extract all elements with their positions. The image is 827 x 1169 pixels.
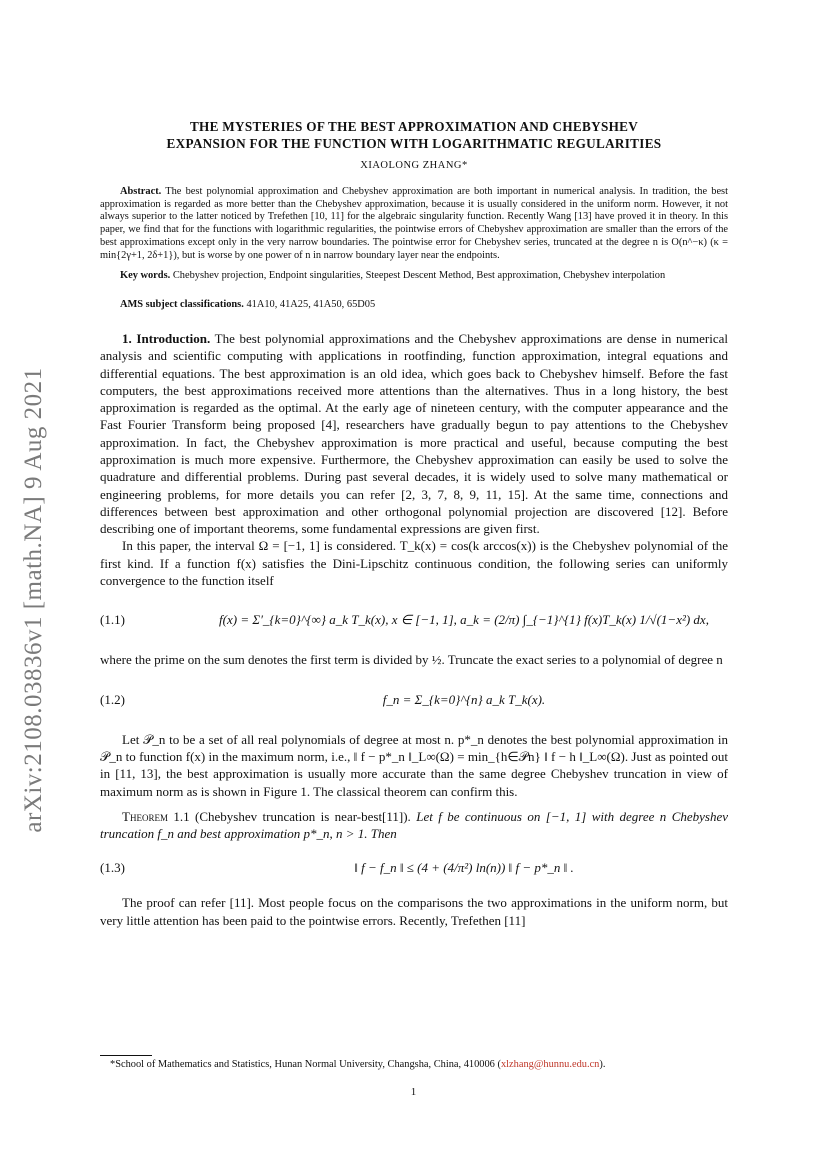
intro-p1-text: The best polynomial approximations and the Chebyshev approximations are dense in numerical analysis and scientific computing with applications in rootfinding, function approximation, integral equations and differential equations. The best approximation is an old idea, which goes back to Chebyshev himself. Before the fast computers, the best approximations received more attentions than the alternatives. Thus in a long history, the best approximation is regarded as the optimal. At the early age of nineteen century, with the computer appearance and the Fast Fourier Transform being proposed [4], researchers have gradually begun to pay attentions to the Chebyshev approximation. In fact, the Chebyshev approximation is more practical and useful, because computing the best approximation is much more expensive. Furthermore, the Chebyshev approximation can easily be used to solve the quadrature and differential problems. During past several decades, it is widely used to solve many mathematical or engineering problems, for more details you can refer [2, 3, 7, 8, 9, 11, 15]. At the same time, connections and differences between best approximation and other orthogonal polynomial projection are discovered [12]. Before describing one of important theorems, some fundamental expressions are given first.	[100, 330, 728, 537]
arxiv-sidebar	[14, 340, 54, 860]
ams-label: AMS subject classifications.	[120, 298, 244, 310]
equation-1-2	[100, 669, 728, 731]
section-heading: 1. Introduction.	[122, 330, 211, 346]
intro-paragraph-4: Let 𝒫_n to be a set of all real polynomials of degree at most n. p*_n denotes the best polynomial approximation in 𝒫_n to function f(x) in the maximum norm, i.e., ‖ f − p*_n ‖_L∞(Ω) = min_{h∈𝒫n} ‖ f − h ‖_L∞(Ω). Just as pointed out in [11, 13], the best approximation is usually more accurate than the same degree Chebyshev truncation in view of maximum norm as is shown in Figure 1. The classical theorem can confirm this.	[100, 731, 728, 799]
footnote	[100, 1059, 728, 1070]
theorem-label: Theorem 1.1	[122, 808, 190, 824]
theorem-text: Let f be continuous on [−1, 1] with degree n Chebyshev truncation f_n and best approximation p*_n, n > 1. Then	[100, 808, 729, 842]
equation-body: f_n = Σ_{k=0}^{n} a_k T_k(x).	[382, 691, 546, 707]
paper-page	[100, 118, 728, 929]
title-line-1: THE MYSTERIES OF THE BEST APPROXIMATION AND CHEBYSHEV	[189, 119, 639, 134]
equation-1-1	[100, 589, 728, 651]
keywords-text: Chebyshev projection, Endpoint singularities, Steepest Descent Method, Best approximation, Chebyshev interpolation	[172, 270, 666, 282]
theorem-1-1	[100, 808, 728, 843]
equation-number: (1.2)	[100, 691, 125, 707]
equation-body: f(x) = Σ′_{k=0}^{∞} a_k T_k(x), x ∈ [−1, 1], a_k = (2/π) ∫_{−1}^{1} f(x)T_k(x) 1/√(1−x²) dx,	[219, 612, 709, 628]
equation-number: (1.3)	[100, 860, 125, 876]
intro-paragraph-1	[100, 330, 728, 538]
keywords-label: Key words.	[120, 270, 171, 282]
arxiv-id: arXiv:2108.03836v1 [math.NA] 9 Aug 2021	[20, 367, 47, 833]
author: XIAOLONG ZHANG*	[360, 160, 468, 171]
paper-title	[100, 118, 728, 152]
theorem-cite: (Chebyshev truncation is near-best[11]).	[195, 808, 411, 824]
abstract-text: The best polynomial approximation and Chebyshev approximation are both important in numerical analysis. In tradition, the best approximation is regarded as more better than the Chebyshev approximation, because it is usually considered in the uniform norm. However, it not always superior to the latter noticed by Trefethen [10, 11] for the algebraic singularity function. Recently Wang [13] have proved it in theory. In this paper, we find that for the functions with logarithmic regularities, the pointwise errors of Chebyshev approximation are smaller than the errors of the best approximations except only in the very narrow boundaries. The pointwise error for Chebyshev series, truncated at the degree n is O(n^−κ) (κ = min{2γ+1, 2δ+1}), but is worse by one power of n in narrow boundary layer near the endpoints.	[100, 186, 728, 261]
footnote-email-link[interactable]: xlzhang@hunnu.edu.cn	[500, 1059, 600, 1070]
equation-number: (1.1)	[100, 612, 125, 628]
intro-paragraph-3: where the prime on the sum denotes the first term is divided by ½. Truncate the exact series to a polynomial of degree n	[100, 652, 723, 668]
title-line-2: EXPANSION FOR THE FUNCTION WITH LOGARITHMATIC REGULARITIES	[166, 136, 662, 151]
equation-1-3	[100, 842, 728, 894]
footnote-text: *School of Mathematics and Statistics, Hunan Normal University, Changsha, China, 410006 (	[110, 1059, 501, 1070]
keywords	[100, 270, 728, 283]
footnote-rule	[100, 1055, 152, 1056]
ams-classifications	[100, 299, 728, 310]
equation-body: ‖ f − f_n ‖ ≤ (4 + (4/π²) ln(n)) ‖ f − p*_n ‖ .	[354, 860, 574, 876]
page-number: 1	[410, 1086, 417, 1098]
footnote-close: ).	[599, 1059, 606, 1070]
intro-paragraph-2: In this paper, the interval Ω = [−1, 1] is considered. T_k(x) = cos(k arccos(x)) is the Chebyshev polynomial of the first kind. If a function f(x) satisfies the Dini-Lipschitz continuous condition, the following series can uniformly convergence to the function itself	[100, 538, 728, 589]
ams-text: 41A10, 41A25, 41A50, 65D05	[246, 298, 376, 310]
abstract-label: Abstract.	[120, 186, 162, 197]
abstract	[100, 186, 728, 262]
intro-paragraph-5: The proof can refer [11]. Most people focus on the comparisons the two approximations in the uniform norm, but very little attention has been paid to the pointwise errors. Recently, Trefethen [11]	[100, 895, 728, 928]
